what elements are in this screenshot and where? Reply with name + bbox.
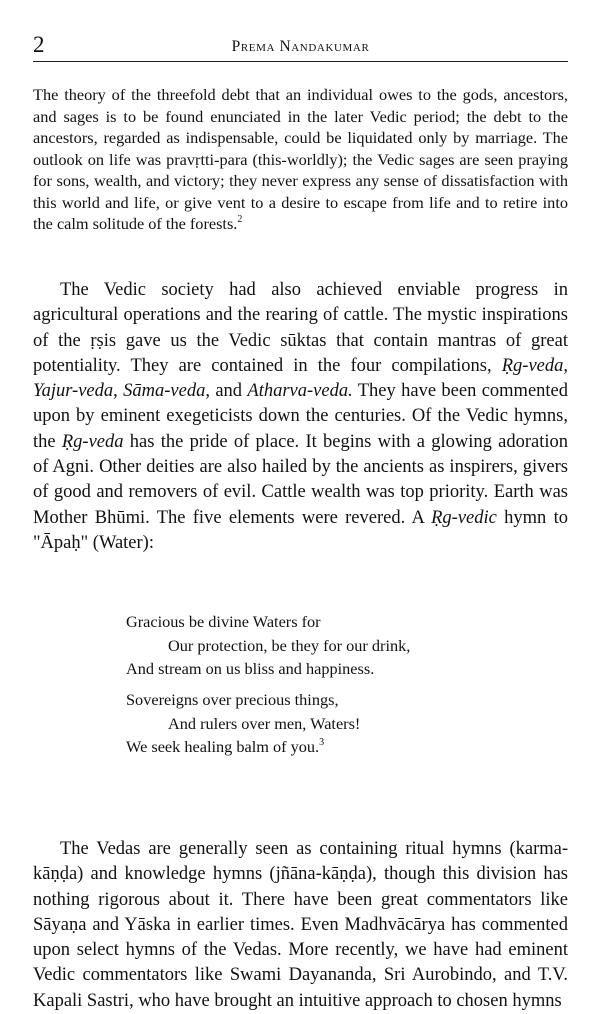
paragraph-2 xyxy=(33,278,568,556)
term-rg-vedic: Ṛg-vedic xyxy=(431,507,497,528)
poem-line: Our protection, be they for our drink, xyxy=(168,635,411,655)
poem-line-last xyxy=(126,735,360,759)
poem-line-text: We seek healing balm of you. xyxy=(126,737,320,756)
paragraph-2-sep-2: , xyxy=(113,381,124,402)
title-rg-veda-2: Ṛg-veda xyxy=(61,431,124,452)
poem-line: Gracious be divine Waters for xyxy=(126,612,321,631)
page-number: 2 xyxy=(33,32,45,57)
title-rg-veda: Ṛg-veda xyxy=(501,355,564,376)
title-sama-veda: Sāma-veda xyxy=(123,381,206,402)
paragraph-2-sep-3: , and xyxy=(205,381,248,402)
paragraph-1 xyxy=(33,84,568,235)
poem-stanza-1 xyxy=(126,610,410,681)
header-rule xyxy=(33,61,568,62)
paragraph-3: The Vedas are generally seen as containing ritual hymns (karma-kāṇḍa) and knowledge hymns (jñāna-kāṇḍa), though this division has nothing rigorous about it. There have been great commentators like Sāyaṇa and Yāska in earlier times. Even Madhvācārya has commented upon select hymns of the Vedas. More recently, we have had eminent Vedic commentators like Swami Dayananda, Sri Aurobindo, and T.V. Kapali Sastri, who have brought an intuitive approach to chosen hymns xyxy=(33,839,568,1011)
poem-stanza-2 xyxy=(126,688,360,759)
footnote-ref-2: 2 xyxy=(237,214,243,225)
paragraph-2-sep-1: , xyxy=(563,355,568,376)
title-atharva-veda: Atharva-veda. xyxy=(247,381,353,402)
poem-line: And stream on us bliss and happiness. xyxy=(126,659,375,678)
poem-line: Sovereigns over precious things, xyxy=(126,690,339,709)
paragraph-2-text-b: They have been commented upon by eminent exegeticists down the centuries. Of the Vedic hymns, the xyxy=(33,381,569,452)
paragraph-2-text-c: has the pride of place. It begins with a glowing adoration of Agni. Other deities are also hailed by the ancients as inspirers, givers of good and removers of evil. Cattle wealth was top priority. Earth was Mother Bhūmi. The five elements were revered. A xyxy=(33,431,568,528)
poem-line: And rulers over men, Waters! xyxy=(168,713,361,733)
paragraph-1-text: The theory of the threefold debt that an individual owes to the gods, ancestors, and sages is to be found enunciated in the later Vedic period; the debt to the ancestors, regarded as indispensable, could be liquidated only by marriage. The outlook on life was pravṛtti-para (this-worldly); the Vedic sages are seen praying for sons, wealth, and victory; they never express any sense of dissatisfaction with this world and life, or give vent to a desire to escape from life and to retire into the calm solitude of the forests. xyxy=(33,85,568,233)
paragraph-2-text-d: hymn to "Āpaḥ" (Water): xyxy=(33,507,568,553)
footnote-ref-3: 3 xyxy=(319,737,325,748)
paragraph-2-text-a: The Vedic society had also achieved enviable progress in agricultural operations and the rearing of cattle. The mystic inspirations of the ṛṣis gave us the Vedic sūktas that contain mantras of great potentiality. They are contained in the four compilations, xyxy=(33,280,568,376)
page-header xyxy=(33,30,568,60)
running-head: Prema Nandakumar xyxy=(231,38,370,55)
title-yajur-veda: Yajur-veda xyxy=(33,381,114,402)
